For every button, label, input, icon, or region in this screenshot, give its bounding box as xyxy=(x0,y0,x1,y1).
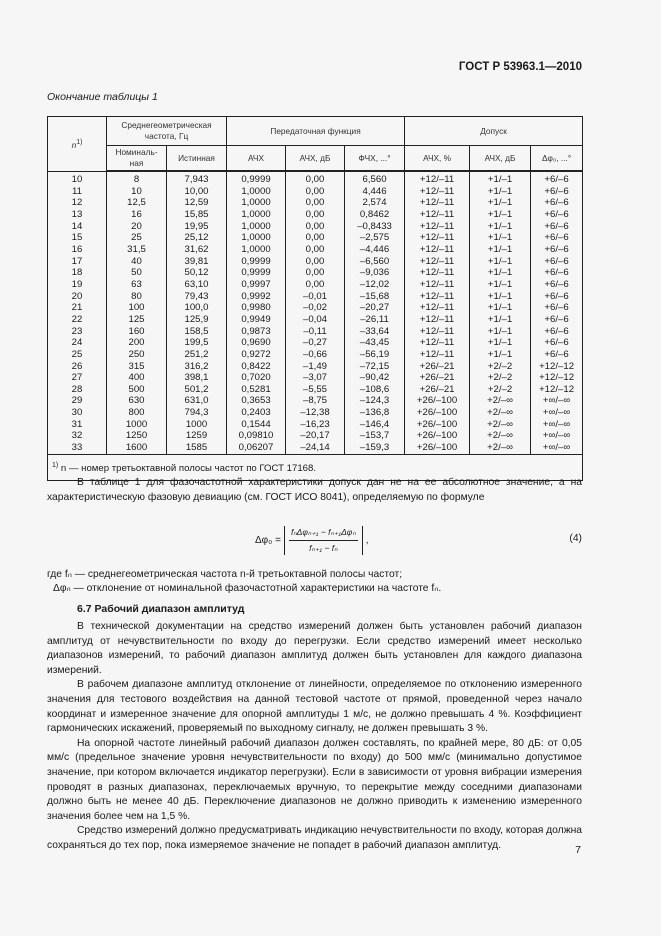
table-cell: 0,00 xyxy=(286,186,345,198)
table-cell: +12/–12 xyxy=(531,372,583,384)
table-row xyxy=(48,209,583,221)
table-cell: 794,3 xyxy=(167,407,227,419)
table-cell: 400 xyxy=(107,372,167,384)
table-cell: 100 xyxy=(107,302,167,314)
table-cell: +1/–1 xyxy=(470,279,531,291)
header-fch: ФЧХ, ...° xyxy=(345,146,405,172)
table-cell: 63 xyxy=(107,279,167,291)
table-cell: +1/–1 xyxy=(470,337,531,349)
table-cell: +12/–12 xyxy=(531,361,583,373)
table-cell: 8 xyxy=(107,171,167,186)
formula-4 xyxy=(255,526,369,555)
table-cell: –146,4 xyxy=(345,419,405,431)
table-cell: 18 xyxy=(48,267,107,279)
table-cell: –56,19 xyxy=(345,349,405,361)
table-cell: +1/–1 xyxy=(470,291,531,303)
table-cell: +∞/–∞ xyxy=(531,442,583,454)
table-cell: –20,27 xyxy=(345,302,405,314)
table-cell: 800 xyxy=(107,407,167,419)
table-cell: +12/–12 xyxy=(531,384,583,396)
table-row xyxy=(48,384,583,396)
table-cell: 11 xyxy=(48,186,107,198)
table-cell: 0,00 xyxy=(286,244,345,256)
table-cell: 0,00 xyxy=(286,171,345,186)
table-cell: +12/–11 xyxy=(405,326,470,338)
table-cell: 250 xyxy=(107,349,167,361)
table-cell: +12/–11 xyxy=(405,171,470,186)
paragraph: В технической документации на средство измерений должен быть установлен рабочий диапазон амплитуд от нечувствительности по входу до перегрузки. Если средство измерений имеет несколько диапазонов измерений, то рабочий диапазон амплитуд должен быть установлен для каждого диапазона измерений. xyxy=(47,621,582,676)
table-cell: +6/–6 xyxy=(531,209,583,221)
table-row xyxy=(48,291,583,303)
table-cell: 0,06207 xyxy=(227,442,286,454)
table-cell: +26/–100 xyxy=(405,407,470,419)
table-cell: 40 xyxy=(107,256,167,268)
table-cell: –4,446 xyxy=(345,244,405,256)
table-row xyxy=(48,279,583,291)
header-ach-db: АЧХ, дБ xyxy=(286,146,345,172)
table-cell: +12/–11 xyxy=(405,291,470,303)
table-cell: +12/–11 xyxy=(405,267,470,279)
table-cell: 31 xyxy=(48,419,107,431)
table-cell: +12/–11 xyxy=(405,209,470,221)
table-cell: 631,0 xyxy=(167,395,227,407)
table-cell: 22 xyxy=(48,314,107,326)
table-row xyxy=(48,407,583,419)
table-cell: +26/–100 xyxy=(405,419,470,431)
table-cell: –6,560 xyxy=(345,256,405,268)
table-cell: +12/–11 xyxy=(405,279,470,291)
header-n: $n^{1)}$ xyxy=(48,117,107,172)
table-cell: 0,7020 xyxy=(227,372,286,384)
table-cell: 200 xyxy=(107,337,167,349)
table-cell: +2/–∞ xyxy=(470,442,531,454)
table-cell: 23 xyxy=(48,326,107,338)
header-transfer-function-group: Передаточная функция xyxy=(227,117,405,146)
equation-number: (4) xyxy=(569,533,582,544)
table-cell: +12/–11 xyxy=(405,186,470,198)
table-cell: –24,14 xyxy=(286,442,345,454)
table-cell: 199,5 xyxy=(167,337,227,349)
table-cell: +1/–1 xyxy=(470,244,531,256)
header-true: Истинная xyxy=(167,146,227,172)
table-cell: +∞/–∞ xyxy=(531,395,583,407)
table-cell: 1000 xyxy=(167,419,227,431)
table-cell: 0,1544 xyxy=(227,419,286,431)
table-cell: 31,62 xyxy=(167,244,227,256)
table-cell: 10 xyxy=(107,186,167,198)
table-cell: –0,04 xyxy=(286,314,345,326)
table-cell: 25 xyxy=(48,349,107,361)
table-cell: –5,55 xyxy=(286,384,345,396)
table-cell: +∞/–∞ xyxy=(531,430,583,442)
table-cell: 14 xyxy=(48,221,107,233)
table-cell: +1/–1 xyxy=(470,302,531,314)
table-cell: –33,64 xyxy=(345,326,405,338)
document-id-header: ГОСТ Р 53963.1—2010 xyxy=(458,61,582,73)
table-cell: +12/–11 xyxy=(405,302,470,314)
table-cell: –0,27 xyxy=(286,337,345,349)
table-cell: +1/–1 xyxy=(470,232,531,244)
table-cell: –0,01 xyxy=(286,291,345,303)
table-cell: 398,1 xyxy=(167,372,227,384)
header-tol-ach-pct: АЧХ, % xyxy=(405,146,470,172)
table-cell: –9,036 xyxy=(345,267,405,279)
table-cell: 1600 xyxy=(107,442,167,454)
table-cell: +∞/–∞ xyxy=(531,419,583,431)
table-cell: 7,943 xyxy=(167,171,227,186)
table-row xyxy=(48,186,583,198)
table-cell: 12 xyxy=(48,197,107,209)
table-cell: +26/–21 xyxy=(405,384,470,396)
table-cell: –0,8433 xyxy=(345,221,405,233)
table-cell: 0,9873 xyxy=(227,326,286,338)
table-cell: 32 xyxy=(48,430,107,442)
table-cell: 19 xyxy=(48,279,107,291)
table-cell: 160 xyxy=(107,326,167,338)
table-cell: 16 xyxy=(107,209,167,221)
table-cell: +6/–6 xyxy=(531,314,583,326)
table-cell: +6/–6 xyxy=(531,326,583,338)
table-cell: 4,446 xyxy=(345,186,405,198)
table-cell: 0,8422 xyxy=(227,361,286,373)
table-cell: +6/–6 xyxy=(531,291,583,303)
header-frequency-group: Среднегеометрическая частота, Гц xyxy=(107,117,227,146)
table-cell: +12/–11 xyxy=(405,244,470,256)
table-cell: +6/–6 xyxy=(531,279,583,291)
table-cell: 1,0000 xyxy=(227,209,286,221)
table-cell: +2/–∞ xyxy=(470,407,531,419)
table-row xyxy=(48,395,583,407)
table-cell: 12,5 xyxy=(107,197,167,209)
formula-denominator: fₙ₊₁ − fₙ xyxy=(309,543,338,553)
table-cell: +2/–2 xyxy=(470,372,531,384)
table-cell: 0,9272 xyxy=(227,349,286,361)
table-cell: 315 xyxy=(107,361,167,373)
table-cell: –12,38 xyxy=(286,407,345,419)
table-row xyxy=(48,326,583,338)
table-cell: 19,95 xyxy=(167,221,227,233)
table-cell: 0,9999 xyxy=(227,256,286,268)
table-cell: +1/–1 xyxy=(470,171,531,186)
table-cell: 20 xyxy=(48,291,107,303)
table-cell: 0,00 xyxy=(286,232,345,244)
table-cell: 0,9992 xyxy=(227,291,286,303)
table-cell: +1/–1 xyxy=(470,197,531,209)
table-cell: –90,42 xyxy=(345,372,405,384)
table-cell: +2/–∞ xyxy=(470,419,531,431)
table-row xyxy=(48,361,583,373)
table-cell: 316,2 xyxy=(167,361,227,373)
table-cell: +6/–6 xyxy=(531,171,583,186)
table-cell: 1,0000 xyxy=(227,232,286,244)
table-cell: +26/–100 xyxy=(405,430,470,442)
table-cell: +∞/–∞ xyxy=(531,407,583,419)
formula-lhs: Δφ₀ = xyxy=(255,535,281,546)
table-cell: 1,0000 xyxy=(227,186,286,198)
table-cell: 80 xyxy=(107,291,167,303)
table-cell: +6/–6 xyxy=(531,232,583,244)
table-cell: 0,9999 xyxy=(227,267,286,279)
table-cell: –1,49 xyxy=(286,361,345,373)
table-cell: 13 xyxy=(48,209,107,221)
table-cell: +12/–11 xyxy=(405,232,470,244)
table-cell: 1585 xyxy=(167,442,227,454)
table-row xyxy=(48,419,583,431)
table-cell: 29 xyxy=(48,395,107,407)
table-cell: 25,12 xyxy=(167,232,227,244)
table-cell: +2/–∞ xyxy=(470,395,531,407)
table-cell: 0,9949 xyxy=(227,314,286,326)
where-1: где fₙ — среднегеометрическая частота n-й третьоктавной полосы частот; xyxy=(47,569,403,580)
table-cell: 1259 xyxy=(167,430,227,442)
table-cell: 630 xyxy=(107,395,167,407)
table-cell: +1/–1 xyxy=(470,209,531,221)
table-cell: –159,3 xyxy=(345,442,405,454)
table-caption: Окончание таблицы 1 xyxy=(47,91,158,103)
table-cell: 0,9980 xyxy=(227,302,286,314)
table-cell: 0,00 xyxy=(286,267,345,279)
table-cell: 0,8462 xyxy=(345,209,405,221)
frequency-response-table xyxy=(47,116,583,481)
table-cell: 21 xyxy=(48,302,107,314)
table-cell: 20 xyxy=(107,221,167,233)
table-cell: –15,68 xyxy=(345,291,405,303)
table-cell: –124,3 xyxy=(345,395,405,407)
table-cell: –72,15 xyxy=(345,361,405,373)
table-cell: –136,8 xyxy=(345,407,405,419)
table-cell: +1/–1 xyxy=(470,186,531,198)
table-cell: +26/–100 xyxy=(405,442,470,454)
table-row xyxy=(48,171,583,186)
table-cell: 251,2 xyxy=(167,349,227,361)
table-cell: 79,43 xyxy=(167,291,227,303)
table-cell: 0,5281 xyxy=(227,384,286,396)
table-cell: 63,10 xyxy=(167,279,227,291)
table-cell: 10 xyxy=(48,171,107,186)
table-row xyxy=(48,314,583,326)
table-cell: –43,45 xyxy=(345,337,405,349)
table-cell: +1/–1 xyxy=(470,326,531,338)
table-cell: 0,00 xyxy=(286,197,345,209)
table-cell: +12/–11 xyxy=(405,349,470,361)
table-cell: 17 xyxy=(48,256,107,268)
table-cell: 50,12 xyxy=(167,267,227,279)
table-cell: 0,00 xyxy=(286,256,345,268)
table-cell: +2/–2 xyxy=(470,361,531,373)
table-row xyxy=(48,349,583,361)
table-cell: +1/–1 xyxy=(470,349,531,361)
table-cell: +1/–1 xyxy=(470,221,531,233)
table-cell: –26,11 xyxy=(345,314,405,326)
table-row xyxy=(48,232,583,244)
table-cell: 16 xyxy=(48,244,107,256)
paragraph: В рабочем диапазоне амплитуд отклонение от линейности, определяемое по отклонению измеренного значения для тестового воздействия на данной тестовой частоте от прямой, проведенной через начало координат и измеренное значение для опорной амплитуды 1 м/с, не должно превышать 4 %. Коэффициент гармонических искажений, проверяемый по выходному сигналу, не должен превышать 3 %. xyxy=(47,679,582,735)
header-nominal: Номиналь-ная xyxy=(107,146,167,172)
table-row xyxy=(48,442,583,454)
table-cell: –0,66 xyxy=(286,349,345,361)
table-cell: +12/–11 xyxy=(405,337,470,349)
table-cell: 28 xyxy=(48,384,107,396)
table-cell: 1,0000 xyxy=(227,197,286,209)
table-cell: –20,17 xyxy=(286,430,345,442)
table-cell: 125 xyxy=(107,314,167,326)
table-row xyxy=(48,430,583,442)
table-cell: +12/–11 xyxy=(405,197,470,209)
table-cell: 0,09810 xyxy=(227,430,286,442)
table-cell: 125,9 xyxy=(167,314,227,326)
table-cell: –0,02 xyxy=(286,302,345,314)
table-cell: +6/–6 xyxy=(531,302,583,314)
table-cell: +12/–11 xyxy=(405,221,470,233)
table-cell: 6,560 xyxy=(345,171,405,186)
table-cell: 27 xyxy=(48,372,107,384)
table-cell: 158,5 xyxy=(167,326,227,338)
table-cell: –153,7 xyxy=(345,430,405,442)
table-cell: 0,9690 xyxy=(227,337,286,349)
table-row xyxy=(48,372,583,384)
table-cell: +2/–2 xyxy=(470,384,531,396)
table-cell: 39,81 xyxy=(167,256,227,268)
table-cell: 1000 xyxy=(107,419,167,431)
table-cell: 1,0000 xyxy=(227,244,286,256)
table-row xyxy=(48,244,583,256)
table-cell: +12/–11 xyxy=(405,256,470,268)
where-2: Δφₙ — отклонение от номинальной фазочастотной характеристики на частоте fₙ. xyxy=(53,583,442,594)
paragraph: На опорной частоте линейный рабочий диапазон должен составлять, по крайней мере, 80 дБ: от 0,05 мм/с (предельное значение уровня нечувствительности по входу) до 500 мм/с (минимально допустимое значение, при котором включается индикатор перегрузки). Если в зависимости от уровня вибрации измерения проводят в разных диапазонах, переключаемых вручную, то перекрытие между соседними диапазонами должно быть не менее 40 дБ. Переключение диапазонов не должно приводить к изменению измеренного значения более чем на 1,5 %. xyxy=(47,737,582,822)
table-cell: 25 xyxy=(107,232,167,244)
table-row xyxy=(48,221,583,233)
table-cell: 15,85 xyxy=(167,209,227,221)
paragraph: Средство измерений должно предусматривать индикацию нечувствительности по входу, которая должна сохраняться до тех пор, пока измеряемое значение не попадет в рабочий диапазон амплитуд. xyxy=(47,825,582,851)
header-tol-phase: Δφ₀, ...° xyxy=(531,146,583,172)
table-cell: 15 xyxy=(48,232,107,244)
table-cell: +1/–1 xyxy=(470,314,531,326)
header-ach: АЧХ xyxy=(227,146,286,172)
section-title: 6.7 Рабочий диапазон амплитуд xyxy=(77,603,245,615)
section-body xyxy=(47,620,582,854)
table-cell: 0,2403 xyxy=(227,407,286,419)
table-cell: +1/–1 xyxy=(470,267,531,279)
table-cell: +2/–∞ xyxy=(470,430,531,442)
table-cell: +12/–11 xyxy=(405,314,470,326)
table-cell: –12,02 xyxy=(345,279,405,291)
table-cell: 31,5 xyxy=(107,244,167,256)
table-cell: 33 xyxy=(48,442,107,454)
table-cell: –0,11 xyxy=(286,326,345,338)
table-cell: +6/–6 xyxy=(531,337,583,349)
table-cell: –108,6 xyxy=(345,384,405,396)
table-row xyxy=(48,337,583,349)
table-cell: 2,574 xyxy=(345,197,405,209)
table-cell: 0,00 xyxy=(286,209,345,221)
table-cell: +6/–6 xyxy=(531,267,583,279)
page-number: 7 xyxy=(575,845,581,856)
table-cell: +6/–6 xyxy=(531,221,583,233)
table-cell: 50 xyxy=(107,267,167,279)
table-cell: +6/–6 xyxy=(531,244,583,256)
table-cell: –8,75 xyxy=(286,395,345,407)
table-cell: –2,575 xyxy=(345,232,405,244)
table-cell: 10,00 xyxy=(167,186,227,198)
table-cell: +6/–6 xyxy=(531,186,583,198)
table-cell: +1/–1 xyxy=(470,256,531,268)
table-cell: 0,00 xyxy=(286,221,345,233)
table-cell: 500 xyxy=(107,384,167,396)
table-cell: 0,9997 xyxy=(227,279,286,291)
table-cell: +26/–21 xyxy=(405,361,470,373)
intro-paragraph: В таблице 1 для фазочастотной характеристики допуск дан не на ее абсолютное значение, а на характеристическую фазовую девиацию (см. ГОСТ ИСО 8041), определяемую по формуле xyxy=(47,477,582,503)
table-cell: 0,00 xyxy=(286,279,345,291)
table-cell: +6/–6 xyxy=(531,256,583,268)
table-footnote: $^{1)}$ n — номер третьоктавной полосы частот по ГОСТ 17168. xyxy=(48,454,583,480)
header-tol-ach-db: АЧХ, дБ xyxy=(470,146,531,172)
table-cell: +26/–21 xyxy=(405,372,470,384)
table-cell: 100,0 xyxy=(167,302,227,314)
table-cell: +26/–100 xyxy=(405,395,470,407)
table-cell: –3,07 xyxy=(286,372,345,384)
table-cell: 26 xyxy=(48,361,107,373)
table-cell: 501,2 xyxy=(167,384,227,396)
table-row xyxy=(48,197,583,209)
table-cell: 24 xyxy=(48,337,107,349)
table-cell: 30 xyxy=(48,407,107,419)
table-cell: 0,3653 xyxy=(227,395,286,407)
table-row xyxy=(48,267,583,279)
table-row xyxy=(48,302,583,314)
table-cell: 0,9999 xyxy=(227,171,286,186)
table-cell: 12,59 xyxy=(167,197,227,209)
table-cell: –16,23 xyxy=(286,419,345,431)
table-cell: 1250 xyxy=(107,430,167,442)
table-cell: 1,0000 xyxy=(227,221,286,233)
table-row xyxy=(48,256,583,268)
table-cell: +6/–6 xyxy=(531,349,583,361)
header-tolerance-group: Допуск xyxy=(405,117,583,146)
formula-comma: , xyxy=(365,535,369,546)
table-cell: +6/–6 xyxy=(531,197,583,209)
formula-fraction xyxy=(284,526,363,555)
formula-numerator: fₙΔφₙ₊₁ − fₙ₊₁Δφₙ xyxy=(289,527,358,541)
